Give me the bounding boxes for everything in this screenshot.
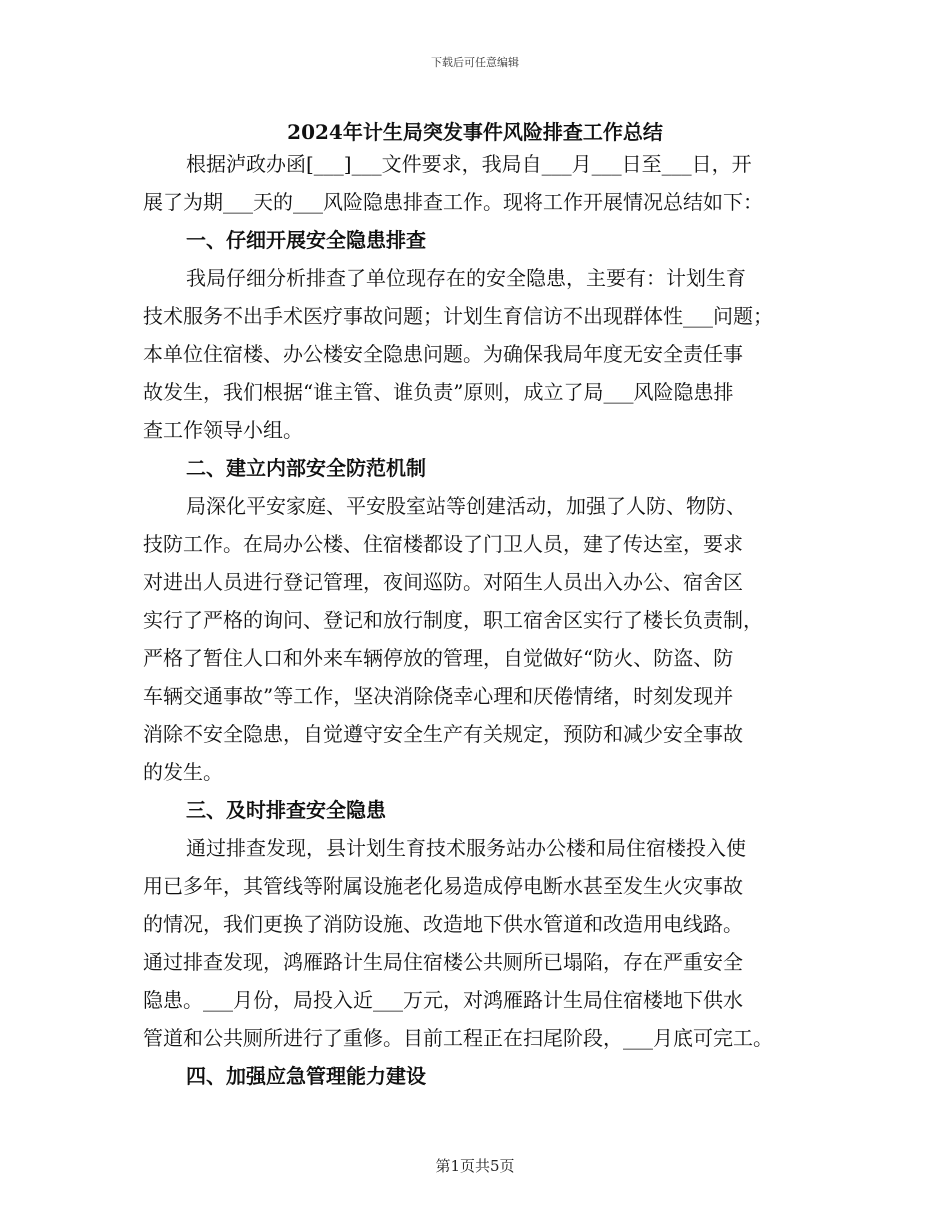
paragraph-line: 管道和公共厕所进行了重修。目前工程正在扫尾阶段，___月底可完工。 [143, 1026, 773, 1050]
paragraph-line: 的发生。 [143, 760, 223, 784]
section-heading: 二、建立内部安全防范机制 [186, 456, 426, 480]
section-heading: 四、加强应急管理能力建设 [186, 1064, 426, 1088]
paragraph-line: 车辆交通事故”等工作，坚决消除侥幸心理和厌倦情绪，时刻发现并 [143, 684, 734, 708]
paragraph-line: 通过排查发现，鸿雁路计生局住宿楼公共厕所已塌陷，存在严重安全 [143, 950, 743, 974]
document-title: 2024年计生局突发事件风险排查工作总结 [287, 120, 663, 144]
paragraph-line: 隐患。___月份，局投入近___万元，对鸿雁路计生局住宿楼地下供水 [143, 988, 743, 1012]
page-footer: 第1页共5页 [435, 1157, 515, 1175]
paragraph-line: 通过排查发现，县计划生育技术服务站办公楼和局住宿楼投入使 [186, 836, 746, 860]
paragraph-line: 实行了严格的询问、登记和放行制度，职工宿舍区实行了楼长负责制， [143, 608, 763, 632]
paragraph-line: 展了为期___天的___风险隐患排查工作。现将工作开展情况总结如下： [143, 190, 763, 214]
paragraph-line: 故发生，我们根据“谁主管、谁负责”原则，成立了局___风险隐患排 [143, 380, 734, 404]
paragraph-line: 用已多年，其管线等附属设施老化易造成停电断水甚至发生火灾事故 [143, 874, 743, 898]
paragraph-line: 技防工作。在局办公楼、住宿楼都设了门卫人员，建了传达室，要求 [143, 532, 743, 556]
paragraph-line: 消除不安全隐患，自觉遵守安全生产有关规定，预防和减少安全事故 [143, 722, 743, 746]
paragraph-line: 的情况，我们更换了消防设施、改造地下供水管道和改造用电线路。 [143, 912, 743, 936]
header-note: 下载后可任意编辑 [431, 56, 519, 69]
paragraph-line: 对进出人员进行登记管理，夜间巡防。对陌生人员出入办公、宿舍区 [143, 570, 743, 594]
document-body [143, 145, 823, 1095]
paragraph-line: 严格了暂住人口和外来车辆停放的管理，自觉做好“防火、防盗、防 [143, 646, 734, 670]
paragraph-line: 技术服务不出手术医疗事故问题；计划生育信访不出现群体性___问题； [143, 304, 773, 328]
paragraph-line: 根据泸政办函[___]___文件要求，我局自___月___日至___日，开 [186, 152, 752, 176]
section-heading: 三、及时排查安全隐患 [186, 798, 386, 822]
paragraph-line: 我局仔细分析排查了单位现存在的安全隐患，主要有：计划生育 [186, 266, 746, 290]
paragraph-line: 本单位住宿楼、办公楼安全隐患问题。为确保我局年度无安全责任事 [143, 342, 743, 366]
section-heading: 一、仔细开展安全隐患排查 [186, 228, 426, 252]
paragraph-line: 局深化平安家庭、平安股室站等创建活动，加强了人防、物防、 [186, 494, 746, 518]
paragraph-line: 查工作领导小组。 [143, 418, 303, 442]
